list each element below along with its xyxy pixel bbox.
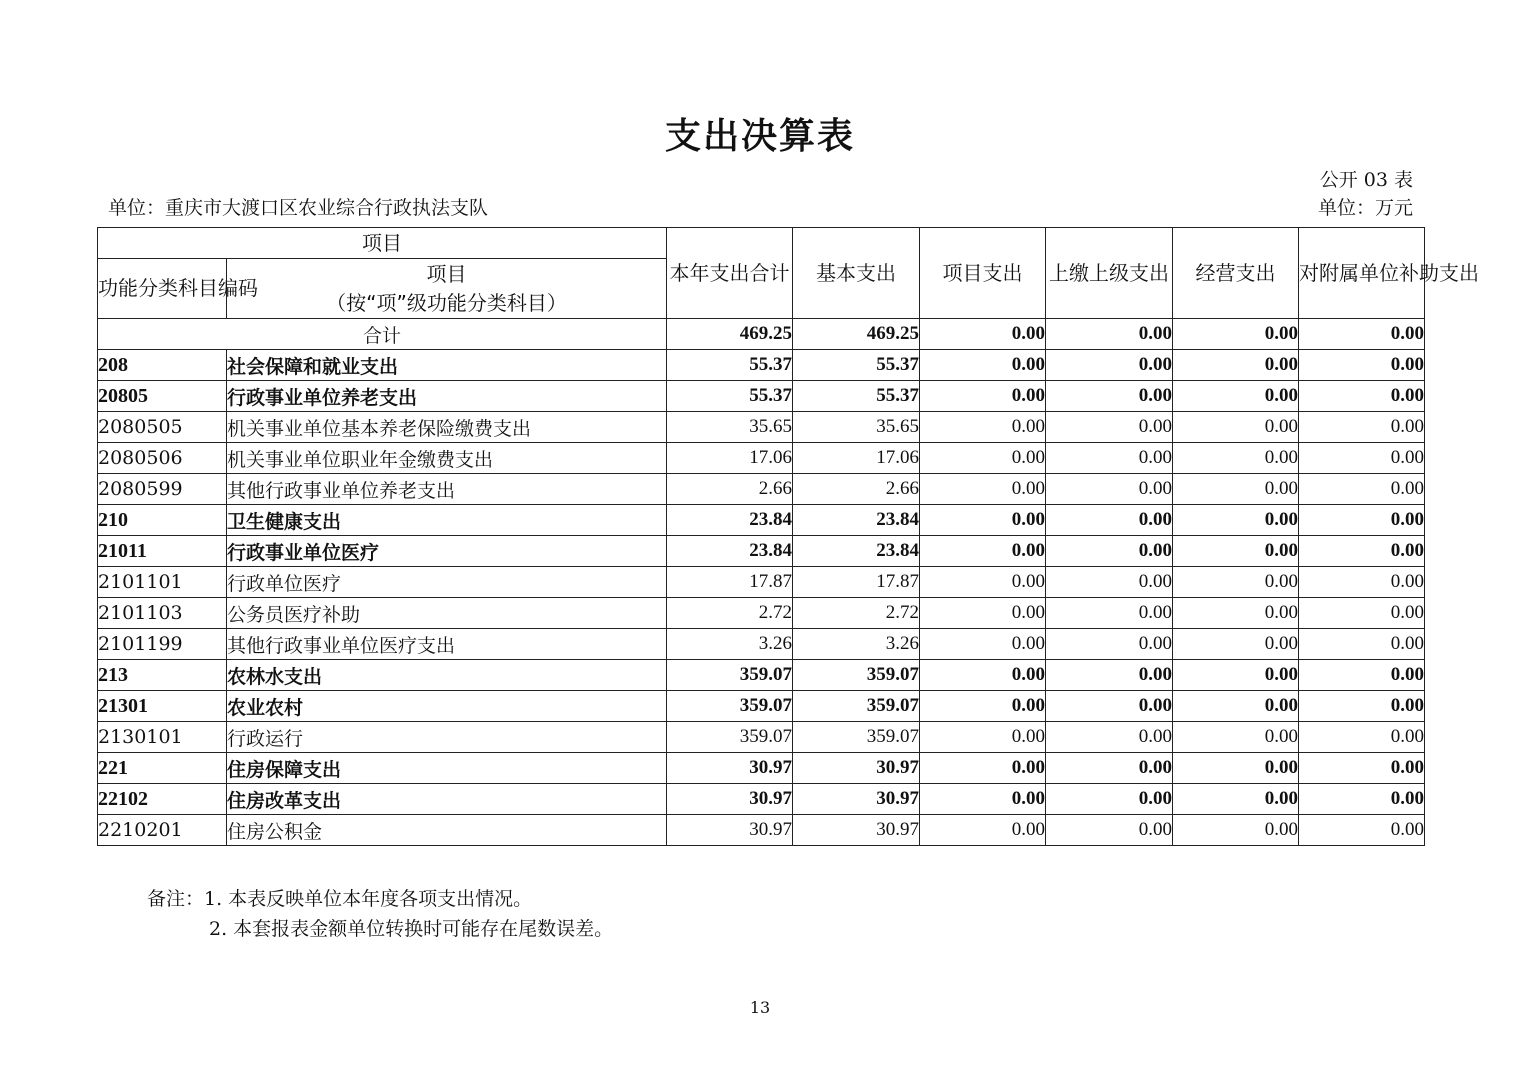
table-row — [98, 505, 1425, 536]
row-value: 55.37 — [793, 381, 920, 412]
row-name: 卫生健康支出 — [227, 505, 667, 536]
row-name: 机关事业单位基本养老保险缴费支出 — [227, 412, 667, 443]
row-value: 30.97 — [667, 753, 793, 784]
row-code: 2101199 — [98, 629, 227, 660]
table-row — [98, 629, 1425, 660]
row-code: 208 — [98, 350, 227, 381]
row-value: 30.97 — [793, 815, 920, 846]
row-value: 0.00 — [1299, 536, 1425, 567]
total-label: 合计 — [98, 319, 667, 350]
row-value: 2.66 — [793, 474, 920, 505]
row-value: 30.97 — [667, 815, 793, 846]
row-value: 3.26 — [793, 629, 920, 660]
row-value: 359.07 — [667, 691, 793, 722]
row-value: 359.07 — [667, 722, 793, 753]
table-row — [98, 722, 1425, 753]
row-value: 359.07 — [793, 722, 920, 753]
row-value: 0.00 — [1299, 505, 1425, 536]
row-value: 35.65 — [793, 412, 920, 443]
row-name: 行政事业单位医疗 — [227, 536, 667, 567]
header-name-line2: （按“项”级功能分类科目） — [326, 290, 567, 315]
row-code: 2101103 — [98, 598, 227, 629]
row-value: 0.00 — [1299, 350, 1425, 381]
header-subsidiary: 对附属单位补助支出 — [1299, 228, 1425, 319]
row-value: 0.00 — [920, 474, 1046, 505]
table-row — [98, 598, 1425, 629]
row-value: 0.00 — [1046, 443, 1173, 474]
row-value: 0.00 — [920, 753, 1046, 784]
expenditure-table — [97, 227, 1479, 846]
row-name: 公务员医疗补助 — [227, 598, 667, 629]
row-value: 0.00 — [1299, 443, 1425, 474]
table-row — [98, 536, 1425, 567]
row-value: 0.00 — [1173, 567, 1299, 598]
row-value: 0.00 — [1173, 722, 1299, 753]
row-code: 2130101 — [98, 722, 227, 753]
row-value: 359.07 — [793, 691, 920, 722]
page-number: 13 — [749, 998, 771, 1017]
row-value: 0.00 — [1046, 350, 1173, 381]
row-name: 其他行政事业单位养老支出 — [227, 474, 667, 505]
note-2: 2. 本套报表金额单位转换时可能存在尾数误差。 — [209, 918, 614, 940]
reporting-unit: 单位：重庆市大渡口区农业综合行政执法支队 — [108, 197, 489, 219]
header-basic: 基本支出 — [793, 228, 920, 319]
row-name: 住房保障支出 — [227, 753, 667, 784]
row-value: 0.00 — [920, 567, 1046, 598]
row-value: 0.00 — [920, 660, 1046, 691]
row-value: 23.84 — [667, 505, 793, 536]
header-project: 项目支出 — [920, 228, 1046, 319]
table-row — [98, 567, 1425, 598]
row-value: 0.00 — [1173, 815, 1299, 846]
row-value: 0.00 — [1299, 567, 1425, 598]
row-value: 17.06 — [667, 443, 793, 474]
header-business: 经营支出 — [1173, 228, 1299, 319]
row-code: 21301 — [98, 691, 227, 722]
row-code: 213 — [98, 660, 227, 691]
row-value: 0.00 — [920, 598, 1046, 629]
row-name: 行政单位医疗 — [227, 567, 667, 598]
row-value: 0.00 — [920, 381, 1046, 412]
table-row — [98, 691, 1425, 722]
row-value: 0.00 — [1046, 412, 1173, 443]
table-row — [98, 753, 1425, 784]
row-value: 0.00 — [1299, 691, 1425, 722]
total-value: 0.00 — [920, 319, 1046, 350]
row-value: 2.72 — [793, 598, 920, 629]
row-value: 0.00 — [920, 505, 1046, 536]
row-value: 35.65 — [667, 412, 793, 443]
row-value: 0.00 — [1299, 598, 1425, 629]
row-value: 0.00 — [1046, 660, 1173, 691]
form-number: 公开 03 表 — [1319, 169, 1413, 191]
row-code: 221 — [98, 753, 227, 784]
row-value: 0.00 — [920, 691, 1046, 722]
row-name: 住房公积金 — [227, 815, 667, 846]
row-value: 0.00 — [1299, 660, 1425, 691]
row-value: 55.37 — [793, 350, 920, 381]
row-value: 23.84 — [667, 536, 793, 567]
row-name: 行政运行 — [227, 722, 667, 753]
row-name: 农林水支出 — [227, 660, 667, 691]
row-value: 0.00 — [1046, 598, 1173, 629]
row-value: 55.37 — [667, 381, 793, 412]
row-name: 社会保障和就业支出 — [227, 350, 667, 381]
row-value: 0.00 — [1173, 536, 1299, 567]
row-value: 30.97 — [793, 753, 920, 784]
row-value: 55.37 — [667, 350, 793, 381]
row-value: 0.00 — [1173, 350, 1299, 381]
row-code: 22102 — [98, 784, 227, 815]
row-value: 0.00 — [1046, 691, 1173, 722]
row-value: 0.00 — [920, 412, 1046, 443]
row-value: 0.00 — [1173, 753, 1299, 784]
row-name: 农业农村 — [227, 691, 667, 722]
table-row — [98, 350, 1425, 381]
row-value: 0.00 — [1173, 691, 1299, 722]
total-row — [98, 319, 1425, 350]
row-name: 行政事业单位养老支出 — [227, 381, 667, 412]
row-value: 0.00 — [1046, 381, 1173, 412]
row-value: 17.06 — [793, 443, 920, 474]
row-value: 0.00 — [1299, 412, 1425, 443]
header-name-line1: 项目 — [426, 261, 467, 286]
row-value: 0.00 — [1299, 629, 1425, 660]
row-value: 0.00 — [1299, 753, 1425, 784]
row-value: 0.00 — [1173, 443, 1299, 474]
row-value: 0.00 — [1173, 660, 1299, 691]
row-code: 2080599 — [98, 474, 227, 505]
row-value: 0.00 — [1046, 784, 1173, 815]
row-value: 0.00 — [1046, 629, 1173, 660]
row-value: 0.00 — [920, 536, 1046, 567]
row-value: 17.87 — [793, 567, 920, 598]
total-value: 0.00 — [1046, 319, 1173, 350]
row-value: 0.00 — [1173, 505, 1299, 536]
row-code: 2101101 — [98, 567, 227, 598]
row-value: 0.00 — [1046, 753, 1173, 784]
row-code: 210 — [98, 505, 227, 536]
row-value: 0.00 — [1299, 381, 1425, 412]
row-name: 住房改革支出 — [227, 784, 667, 815]
header-code: 功能分类科目编码 — [98, 259, 227, 319]
row-value: 0.00 — [1299, 474, 1425, 505]
row-value: 359.07 — [667, 660, 793, 691]
row-code: 20805 — [98, 381, 227, 412]
table-row — [98, 784, 1425, 815]
row-value: 23.84 — [793, 505, 920, 536]
row-value: 0.00 — [920, 815, 1046, 846]
row-value: 30.97 — [667, 784, 793, 815]
total-value: 0.00 — [1299, 319, 1425, 350]
row-value: 0.00 — [1046, 474, 1173, 505]
row-value: 0.00 — [920, 443, 1046, 474]
row-name: 其他行政事业单位医疗支出 — [227, 629, 667, 660]
row-code: 21011 — [98, 536, 227, 567]
total-value: 469.25 — [793, 319, 920, 350]
row-name: 机关事业单位职业年金缴费支出 — [227, 443, 667, 474]
table-row — [98, 381, 1425, 412]
row-value: 0.00 — [1046, 536, 1173, 567]
row-value: 17.87 — [667, 567, 793, 598]
row-value: 0.00 — [1173, 598, 1299, 629]
table-row — [98, 815, 1425, 846]
row-code: 2080505 — [98, 412, 227, 443]
page-title: 支出决算表 — [664, 116, 855, 157]
row-value: 0.00 — [1173, 784, 1299, 815]
row-value: 23.84 — [793, 536, 920, 567]
table-row — [98, 412, 1425, 443]
header-item-group: 项目 — [98, 228, 667, 259]
row-value: 2.66 — [667, 474, 793, 505]
row-value: 0.00 — [1046, 815, 1173, 846]
total-value: 469.25 — [667, 319, 793, 350]
row-code: 2210201 — [98, 815, 227, 846]
total-value: 0.00 — [1173, 319, 1299, 350]
table-row — [98, 474, 1425, 505]
row-value: 3.26 — [667, 629, 793, 660]
row-value: 0.00 — [1299, 784, 1425, 815]
row-value: 30.97 — [793, 784, 920, 815]
row-value: 0.00 — [1299, 815, 1425, 846]
row-value: 0.00 — [1173, 412, 1299, 443]
row-value: 0.00 — [920, 784, 1046, 815]
row-value: 0.00 — [920, 722, 1046, 753]
row-value: 0.00 — [1046, 722, 1173, 753]
row-value: 0.00 — [1173, 629, 1299, 660]
row-value: 0.00 — [1173, 381, 1299, 412]
row-value: 0.00 — [1173, 474, 1299, 505]
header-total: 本年支出合计 — [667, 228, 793, 319]
header-name — [227, 259, 667, 319]
row-value: 2.72 — [667, 598, 793, 629]
row-code: 2080506 — [98, 443, 227, 474]
note-1: 备注：1. 本表反映单位本年度各项支出情况。 — [147, 888, 533, 910]
notes — [147, 884, 613, 944]
row-value: 0.00 — [1046, 567, 1173, 598]
header-upper: 上缴上级支出 — [1046, 228, 1173, 319]
row-value: 0.00 — [920, 629, 1046, 660]
table-row — [98, 443, 1425, 474]
row-value: 359.07 — [793, 660, 920, 691]
currency-unit: 单位：万元 — [1317, 197, 1413, 219]
table-row — [98, 660, 1425, 691]
row-value: 0.00 — [920, 350, 1046, 381]
row-value: 0.00 — [1046, 505, 1173, 536]
row-value: 0.00 — [1299, 722, 1425, 753]
